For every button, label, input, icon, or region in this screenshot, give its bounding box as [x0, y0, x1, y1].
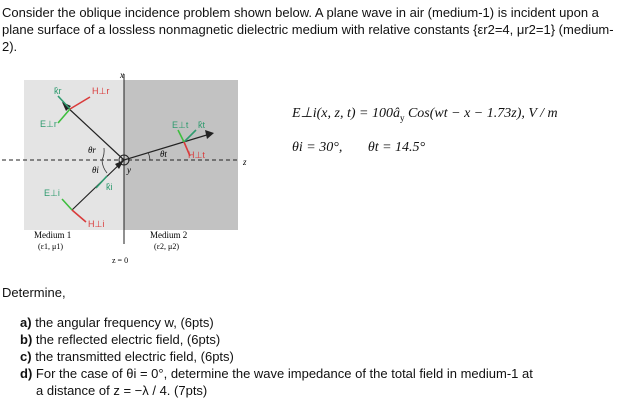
medium2-params: (ε2, μ2) — [154, 242, 179, 251]
field-sub: y — [399, 112, 405, 123]
label-ki: k̂i — [106, 182, 113, 192]
question-letter: c) — [20, 349, 32, 364]
label-theta-r: θr — [88, 145, 96, 155]
given-equations — [292, 99, 622, 163]
label-hr: H⊥r — [92, 86, 110, 96]
question-text: the angular frequency w, (6pts) — [35, 315, 214, 330]
question-item — [20, 314, 620, 331]
question-text: the transmitted electric field, (6pts) — [35, 349, 234, 364]
y-axis-label: y — [127, 165, 131, 175]
incident-field-equation — [292, 99, 622, 133]
oblique-incidence-figure — [0, 72, 260, 272]
question-item — [20, 365, 620, 382]
angle-equations — [292, 133, 622, 163]
question-continuation — [20, 382, 620, 399]
label-kr: k̂r — [54, 86, 62, 96]
angle-i: θi = 30°, — [292, 139, 343, 155]
question-list — [20, 314, 620, 399]
question-letter: b) — [20, 332, 33, 347]
determine-label: Determine, — [2, 285, 66, 300]
question-item — [20, 348, 620, 365]
question-text: For the case of θi = 0°, determine the wave impedance of the total field in medium-1 at — [35, 366, 533, 381]
medium1-params: (ε1, μ1) — [38, 242, 63, 251]
label-er: E⊥r — [40, 119, 57, 129]
label-kt: k̂t — [198, 120, 206, 130]
label-theta-t: θt — [160, 149, 167, 159]
label-ht: H⊥t — [188, 150, 205, 160]
label-et: E⊥t — [172, 120, 189, 130]
problem-intro: Consider the oblique incidence problem shown below. A plane wave in air (medium-1) is incident upon a plane surface of a lossless nonmagnetic dielectric medium with relative constants {εr2=4, μr2=1} (medium-2). — [2, 5, 614, 54]
question-d-continuation: a distance of z = −λ / 4. (7pts) — [36, 383, 208, 398]
question-letter: a) — [20, 315, 32, 330]
z-axis-label: z — [243, 157, 247, 167]
x-axis-label: x — [120, 72, 124, 80]
medium1-name: Medium 1 — [34, 230, 72, 240]
field-lhs: E⊥i(x, z, t) = 100â — [292, 106, 400, 121]
question-text: the reflected electric field, (6pts) — [35, 332, 221, 347]
label-hi: H⊥i — [88, 219, 105, 229]
question-letter: d) — [20, 366, 33, 381]
label-theta-i: θi — [92, 165, 99, 175]
label-ei: E⊥i — [44, 188, 60, 198]
angle-t: θt = 14.5° — [367, 139, 426, 155]
medium2-name: Medium 2 — [150, 230, 188, 240]
boundary-label: z = 0 — [112, 256, 129, 265]
question-item — [20, 331, 620, 348]
field-rhs: Cos(wt − x − 1.73z), V / m — [407, 106, 558, 121]
